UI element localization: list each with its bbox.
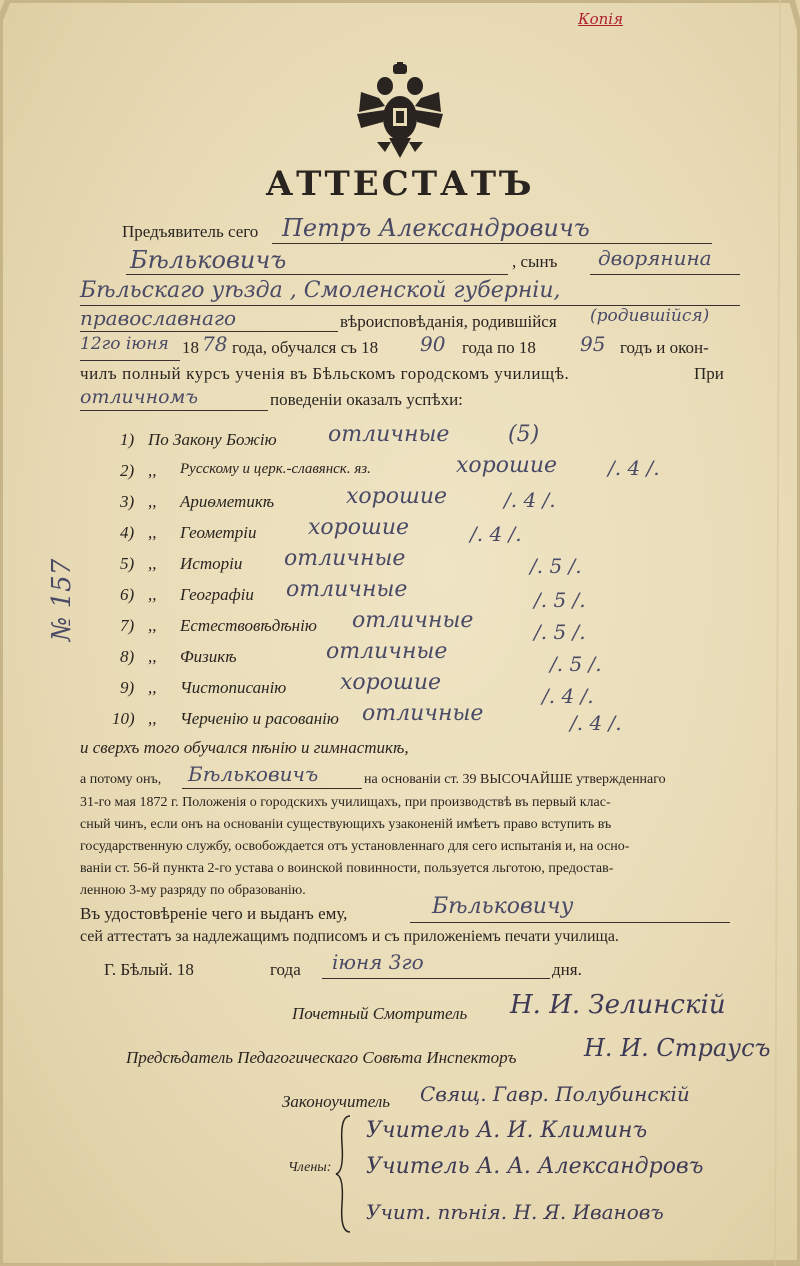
subject-mark: /. 4 /. [542,684,594,708]
subject-mark: /. 4 /. [608,456,660,480]
certify-recipient: Бѣльковичу [432,894,574,919]
ditto-mark: ,, [148,554,157,573]
subject-name: Черченію и расованію [180,709,339,728]
body-surname: Бѣльковичъ [188,762,319,786]
underline [80,410,268,411]
underline [80,360,180,361]
chair-signature: Н. И. Страусъ [584,1034,771,1062]
subjects-list [90,422,750,734]
subject-mark: /. 5 /. [550,652,602,676]
subject-number: 10) [112,709,135,728]
bearer-name-line2: Бѣльковичъ [130,246,287,274]
subject-name: Исторіи [180,554,243,573]
subject-name: Геометріи [180,523,257,542]
birth-date: 12го іюня [80,334,169,354]
subject-grade: отличные [362,701,484,726]
course-text: чилъ полный курсъ ученія въ Бѣльскомъ городскомъ училищѣ. [80,364,570,383]
subject-number: 3) [120,492,135,511]
body-line3: сный чинъ, если онъ на основаніи существующихъ узаконеній имѣетъ право вступить въ [80,817,612,832]
religion-label: вѣроисповѣданія, родившійся [340,312,557,331]
page-title: АТТЕСТАТЪ [265,164,535,204]
members-brace [334,1114,354,1234]
subject-grade: отличные [328,422,450,447]
law-teacher-signature: Свящ. Гавр. Полубинскій [420,1082,690,1106]
subject-number: 8) [120,647,135,666]
double-headed-eagle-icon [355,62,445,162]
honorary-signature: Н. И. Зелинскій [510,990,726,1020]
subject-grade: хорошие [340,670,442,695]
underline [126,274,508,275]
chair-label: Предсѣдатель Педагогическаго Совѣта Инспекторъ [126,1048,517,1067]
body-line1-b: на основаніи ст. 39 ВЫСОЧАЙШЕ утвержденнаго [364,772,666,787]
subject-mark: /. 5 /. [534,588,586,612]
finished-label: годъ и окон- [620,338,709,357]
member-signature: Учит. пѣнія. Н. Я. Ивановъ [366,1200,664,1224]
ditto-mark: ,, [148,678,157,697]
subject-grade: отличные [284,546,406,571]
subject-number: 5) [120,554,135,573]
subject-mark: /. 5 /. [534,620,586,644]
date-city: Г. Бѣлый. 18 [104,960,194,979]
subject-grade: отличные [286,577,408,602]
ditto-mark: ,, [148,492,157,511]
subject-mark: /. 5 /. [530,554,582,578]
subject-grade: отличные [352,608,474,633]
law-teacher-label: Законоучитель [282,1092,391,1111]
born-note: (родившійся) [590,306,710,326]
year-prefix: 18 [182,338,199,357]
subject-mark: /. 4 /. [470,522,522,546]
bearer-name-line1: Петръ Александровичъ [282,214,590,242]
birth-year: 78 [202,332,228,356]
subject-number: 7) [120,616,135,635]
subject-mark: /. 4 /. [570,711,622,735]
ditto-mark: ,, [148,461,157,480]
subject-number: 6) [120,585,135,604]
ditto-mark: ,, [148,523,157,542]
date-day: іюня 3го [332,950,424,974]
at-label: При [694,364,724,383]
certify-line1: Въ удостовѣреніе чего и выданъ ему, [80,904,348,923]
ditto-mark: ,, [148,616,157,635]
subject-number: 2) [120,461,135,480]
certify-line2: сей аттестатъ за надлежащимъ подписомъ и съ приложеніемъ печати училища. [80,928,619,945]
underline [322,978,550,979]
subject-name: Ариѳметикѣ [180,492,275,511]
subject-name: Географіи [180,585,254,604]
members-label: Члены: [288,1160,332,1175]
district: Бѣльскаго уѣзда , Смоленской губерніи, [80,278,561,303]
subject-number: 9) [120,678,135,697]
conduct-label: поведеніи оказалъ успѣхи: [270,390,463,409]
underline [410,922,730,923]
conduct: отличномъ [80,386,198,408]
ditto-mark: ,, [148,585,157,604]
subject-name: Физикѣ [180,647,237,666]
estate: дворянина [598,246,712,270]
body-line2: 31-го мая 1872 г. Положенія о городскихъ училищахъ, при производствѣ въ первый клас- [80,795,611,810]
underline [182,788,362,789]
ditto-mark: ,, [148,709,157,728]
body-line4: государственную службу, освобождается отъ установленнаго для сего испытанія и, на осно- [80,839,630,854]
body-line5: ваніи ст. 56-й пункта 2-го устава о воинской повинности, пользуется льготою, предостав- [80,861,614,876]
subject-grade: хорошие [346,484,448,509]
body-line6: ленною 3-му разряду по образованію. [80,883,306,898]
son-label: , сынъ [512,252,558,271]
side-registration-number: № 157 [47,558,77,642]
subject-grade: хорошие [308,515,410,540]
extra-line: и сверхъ того обучался пѣнію и гимнастикѣ, [80,738,409,757]
subject-name: Русскому и церк.-славянск. яз. [180,461,371,477]
body-line1-a: а потому онъ, [80,772,162,787]
kopia-stamp: Копія [578,10,624,28]
studied-label: года, обучался съ 18 [232,338,379,357]
underline [590,274,740,275]
religion: православнаго [80,306,237,330]
subject-grade: отличные [326,639,448,664]
subject-name: Чистописанію [180,678,287,697]
honorary-label: Почетный Смотритель [292,1004,468,1023]
date-year-label: года [270,960,301,979]
subject-name: Естествовѣдѣнію [180,616,317,635]
to-label: года по 18 [462,338,536,357]
bearer-label: Предъявитель сего [122,222,259,241]
subject-mark: /. 4 /. [504,488,556,512]
subject-name: По Закону Божію [148,430,277,449]
member-signature: Учитель А. И. Климинъ [366,1118,648,1143]
date-day-label: дня. [552,960,582,979]
subject-number: 4) [120,523,135,542]
to-year: 95 [580,332,606,356]
underline [272,243,712,244]
from-year: 90 [420,332,446,356]
subject-mark: (5) [508,422,540,447]
subject-number: 1) [120,430,135,449]
ditto-mark: ,, [148,647,157,666]
subject-grade: хорошие [456,453,558,478]
member-signature: Учитель А. А. Александровъ [366,1154,704,1179]
